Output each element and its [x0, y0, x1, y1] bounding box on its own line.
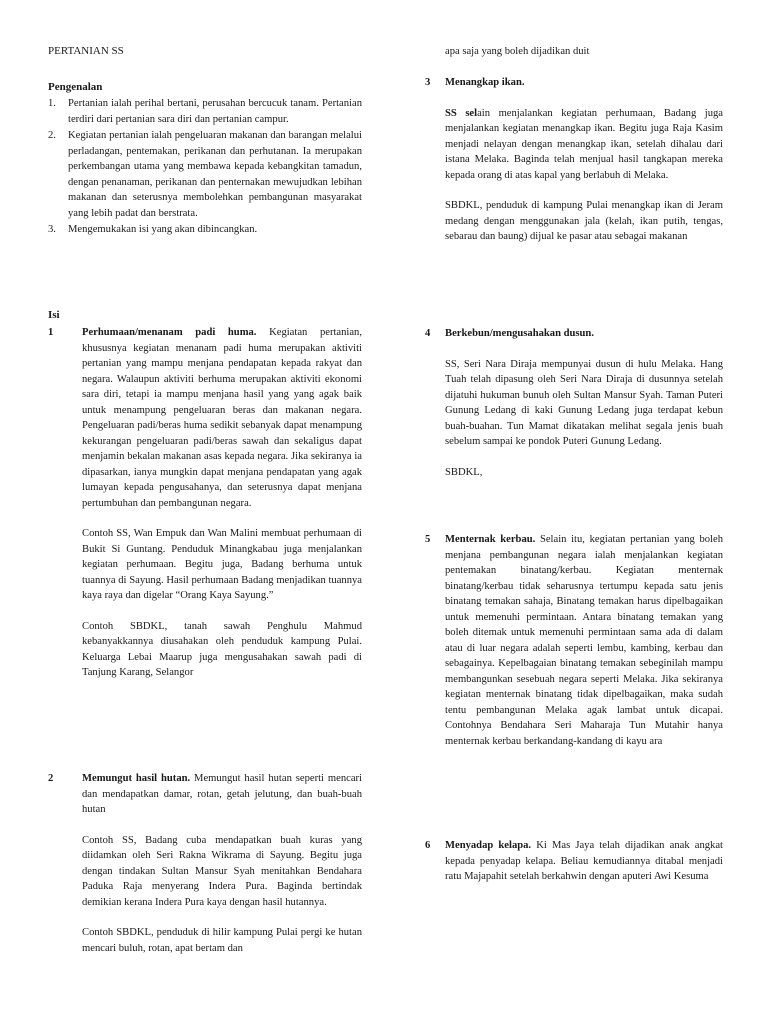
intro-heading: Pengenalan: [48, 81, 103, 93]
section-number: 5: [425, 534, 431, 545]
section-body: [82, 325, 362, 511]
section-number: 6: [425, 840, 431, 851]
section-example-sbdkl: SBDKL,: [445, 466, 483, 478]
section-example-sbdkl: Contoh SBDKL, tanah sawah Penghulu Mahmud kebanyakkannya diusahakan oleh penduduk kampung Pulai. Keluarga Lebai Maarup juga mengusahakan sawah padi di Tanjung Karang, Selangor: [82, 620, 362, 678]
section-example-ss: SS, Seri Nara Diraja mempunyai dusun di hulu Melaka. Hang Tuah telah dipasung oleh Seri Nara Diraja di dusunnya setelah dijatuhi hukuman bunuh oleh Sultan Mansur Syah. Taman Puteri Gunung Ledang di kaki Gunung Ledang juga terdapat kebun buah-buahan. Tun Mamat dikatakan melihat segala jenis buah sebelum sampai ke pondok Puteri Gunung Ledang.: [445, 358, 723, 447]
intro-item: [48, 96, 362, 127]
section-text: Memungut hasil hutan seperti mencari dan mendapatkan damar, rotan, getah jelutung, dan buah-buah hutan: [82, 773, 362, 815]
intro-item: [48, 128, 362, 221]
section-number: 2: [48, 773, 54, 784]
section-lead: SS sel: [445, 107, 478, 119]
intro-item: [48, 222, 362, 238]
section-example-ss: Contoh SS, Wan Empuk dan Wan Malini membuat perhumaan di Bukit Si Guntang. Penduduk Minangkabau juga menjalankan kegiatan perhumaan. Begitu juga, Badang berhuma untuk tuannya di Sayung. Hasil perhumaan Badang menjadikan tuannya kaya raya dan digelar “Orang Kaya Sayung.”: [82, 528, 362, 601]
intro-item-text: Kegiatan pertanian ialah pengeluaran makanan dan barangan melalui perladangan, pentemakan, perikanan dan perhutanan. Ia merupakan perkembangan utama yang membawa kepada kebangkitan tamadun, dengan penanaman, perikanan dan penternakan mewujudkan lebihan makanan dan seterusnya membolehkan pembangunan masyarakat yang lebih padat dan berstrata.: [68, 130, 362, 219]
section-title: Menyadap kelapa.: [445, 840, 532, 851]
section-number: 3: [425, 77, 431, 88]
section-text: ain menjalankan kegiatan perhumaan, Badang juga menjalankan kegiatan menangkap ikan. Begitu juga Raja Kasim menjadi nelayan dengan menangkap ikan, setelah dihalau dari istana Melaka. Baginda telah menjual hasil tangkapan mereka kepada orang di atas kapal yang berlabuh di Melaka.: [445, 107, 724, 181]
section-body: [445, 838, 723, 885]
section-6: [419, 838, 723, 885]
section-number: 1: [48, 327, 54, 338]
section-4: [419, 326, 723, 480]
section-body: [445, 106, 723, 184]
intro-item-number: 2.: [48, 130, 56, 141]
intro-item-text: Pertanian ialah perihal bertani, perusahan bercucuk tanam. Pertanian terdiri dari pertanian sara diri dan pertanian campur.: [68, 98, 362, 125]
section-number: 4: [425, 328, 431, 339]
section-body: [445, 532, 723, 749]
section-title: Memungut hasil hutan.: [82, 773, 191, 784]
section-title-line: [445, 326, 723, 342]
intro-item-text: Mengemukakan isi yang akan dibincangkan.: [68, 224, 258, 235]
section-title: Menternak kerbau.: [445, 534, 536, 545]
section-example-ss: Contoh SS, Badang cuba mendapatkan buah kuras yang diidamkan oleh Seri Rakna Wikrama di Sayung. Begitu juga dengan tindakan Sultan Mansur Syah menitahkan Bendahara Paduka Raja menyerang Indera Pura. Baginda bertindak demikian kerana Indera Pura kaya dengan hasil hutannya.: [82, 834, 362, 908]
section-title: Menangkap ikan.: [445, 77, 525, 88]
intro-item-number: 1.: [48, 98, 56, 109]
section-2: [48, 771, 362, 956]
section-text: Kegiatan pertanian, khususnya kegiatan menanam padi huma merupakan aktiviti pertanian yang mampu menjana pendapatan kepada rakyat dan negara. Walaupun aktiviti berhuma merupakan aktiviti ekonomi sara diri, tetapi ia mampu menjana hasil yang yang agak baik untuk menampung pengeluaran beras dan makanan negara. Pengeluaran padi/beras huma sedikit sebanyak dapat menampung kekurangan pengeluaran padi/beras sawah dan sekaligus dapat menjamin bekalan makanan asas kepada negara. Jika sekiranya ia dipasarkan, ianya mungkin dapat menjana pendapatan yang agak lumayan kepada pengusahanya, dan seterusnya dapat menjana pertumbuhan dan pembangunan negara.: [82, 327, 363, 509]
intro-item-number: 3.: [48, 224, 56, 235]
continued-text: apa saja yang boleh dijadikan duit: [445, 46, 590, 57]
section-example-sbdkl: SBDKL, penduduk di kampung Pulai menangkap ikan di Jeram medang dengan menggunakan jala (kelah, ikan putih, tengas, sebarau dan baung) dijual ke pasar atau sebagai makanan: [445, 200, 723, 242]
section-body: [82, 771, 362, 818]
section-title: Perhumaan/menanam padi huma.: [82, 327, 257, 338]
section-example-sbdkl: Contoh SBDKL, penduduk di hilir kampung Pulai pergi ke hutan mencari buluh, rotan, apat bertam dan: [82, 927, 362, 954]
section-title-line: [445, 75, 723, 91]
section-5: [419, 532, 723, 749]
document-title: PERTANIAN SS: [48, 45, 124, 57]
isi-heading: Isi: [48, 309, 60, 321]
section-3: [419, 75, 723, 245]
intro-list: [48, 96, 362, 239]
section-1: [48, 325, 362, 681]
section-text: Ki Mas Jaya telah dijadikan anak angkat kepada penyadap kelapa. Beliau kemudiannya ditabal menjadi ratu Majapahit setelah berkahwin dengan aputeri Awi Kesuma: [445, 840, 723, 882]
section-text: Selain itu, kegiatan pertanian yang boleh menjana pembangunan negara ialah menjalankan kegiatan pentemakan binatang/kerbau. Kegiatan menternak binatang/kerbau tidak seharusnya tertumpu kepada satu jenis binatang temakan sahaja, Binatang temakan harus dipelbagaikan untuk memenuhi permintaan. Antara binatang temakan yang boleh ditemak untuk memenuhi permintaan sama ada di dalam atau di luar negara adalah seperti lembu, kambing, kerbau dan sebagainya. Kepelbagaian binatang temakan sebeginilah mampu membangunkan sesebuah negara seperti Melaka. Jika sekiranya kegiatan menternak binatang tidak dipelbagaikan, maka sudah tentu pembangunan Melaka agak lambat untuk dicapai. Contohnya Bendahara Seri Maharaja Tun Mutahir hanya menternak kerbau berkandang-kandang di kayu ara: [445, 534, 724, 747]
section-title: Berkebun/mengusahakan dusun.: [445, 328, 594, 339]
